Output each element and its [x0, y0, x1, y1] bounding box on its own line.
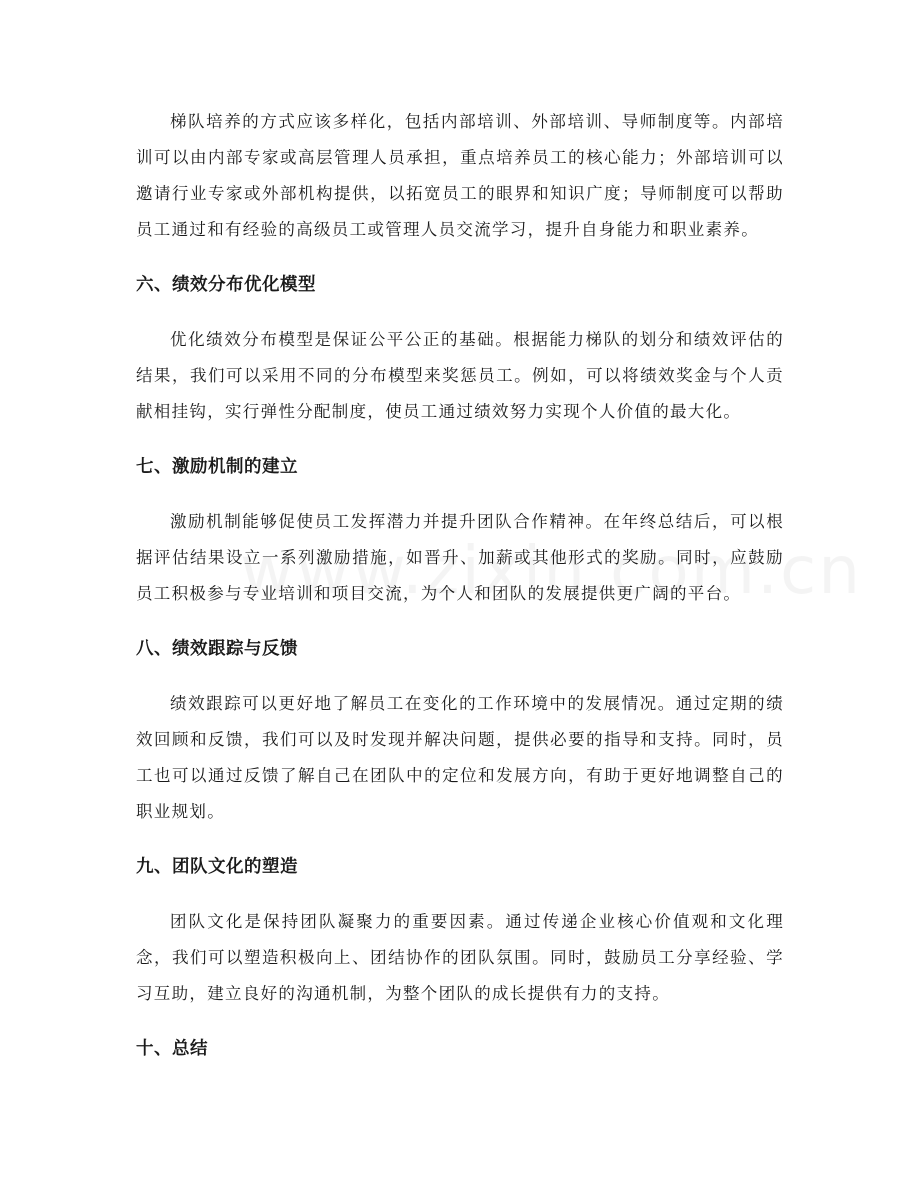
- section-heading-incentive-mechanism: 七、激励机制的建立: [136, 457, 298, 477]
- paragraph-talent-training-methods: 梯队培养的方式应该多样化，包括内部培训、外部培训、导师制度等。内部培训可以由内部专家或高层管理人员承担，重点培养员工的核心能力；外部培训可以邀请行业专家或外部机构提供，以拓宽员工的眼界和知识广度；导师制度可以帮助员工通过和有经验的高级员工或管理人员交流学习，提升自身能力和职业素养。: [136, 112, 784, 239]
- paragraph-performance-distribution: 优化绩效分布模型是保证公平公正的基础。根据能力梯队的划分和绩效评估的结果，我们可以采用不同的分布模型来奖惩员工。例如，可以将绩效奖金与个人贡献相挂钩，实行弹性分配制度，使员工通过绩效努力实现个人价值的最大化。: [136, 330, 784, 421]
- section-heading-team-culture: 九、团队文化的塑造: [136, 857, 298, 877]
- section-heading-summary: 十、总结: [136, 1039, 208, 1059]
- paragraph-tracking-feedback: 绩效跟踪可以更好地了解员工在变化的工作环境中的发展情况。通过定期的绩效回顾和反馈，我们可以及时发现并解决问题，提供必要的指导和支持。同时，员工也可以通过反馈了解自己在团队中的定位和发展方向，有助于更好地调整自己的职业规划。: [136, 694, 784, 821]
- section-heading-performance-distribution: 六、绩效分布优化模型: [136, 275, 316, 295]
- paragraph-incentive-mechanism: 激励机制能够促使员工发挥潜力并提升团队合作精神。在年终总结后，可以根据评估结果设立一系列激励措施，如晋升、加薪或其他形式的奖励。同时，应鼓励员工积极参与专业培训和项目交流，为个人和团队的发展提供更广阔的平台。: [136, 512, 784, 603]
- paragraph-team-culture: 团队文化是保持团队凝聚力的重要因素。通过传递企业核心价值观和文化理念，我们可以塑造积极向上、团结协作的团队氛围。同时，鼓励员工分享经验、学习互助，建立良好的沟通机制，为整个团队的成长提供有力的支持。: [136, 912, 784, 1003]
- section-heading-tracking-feedback: 八、绩效跟踪与反馈: [136, 639, 298, 659]
